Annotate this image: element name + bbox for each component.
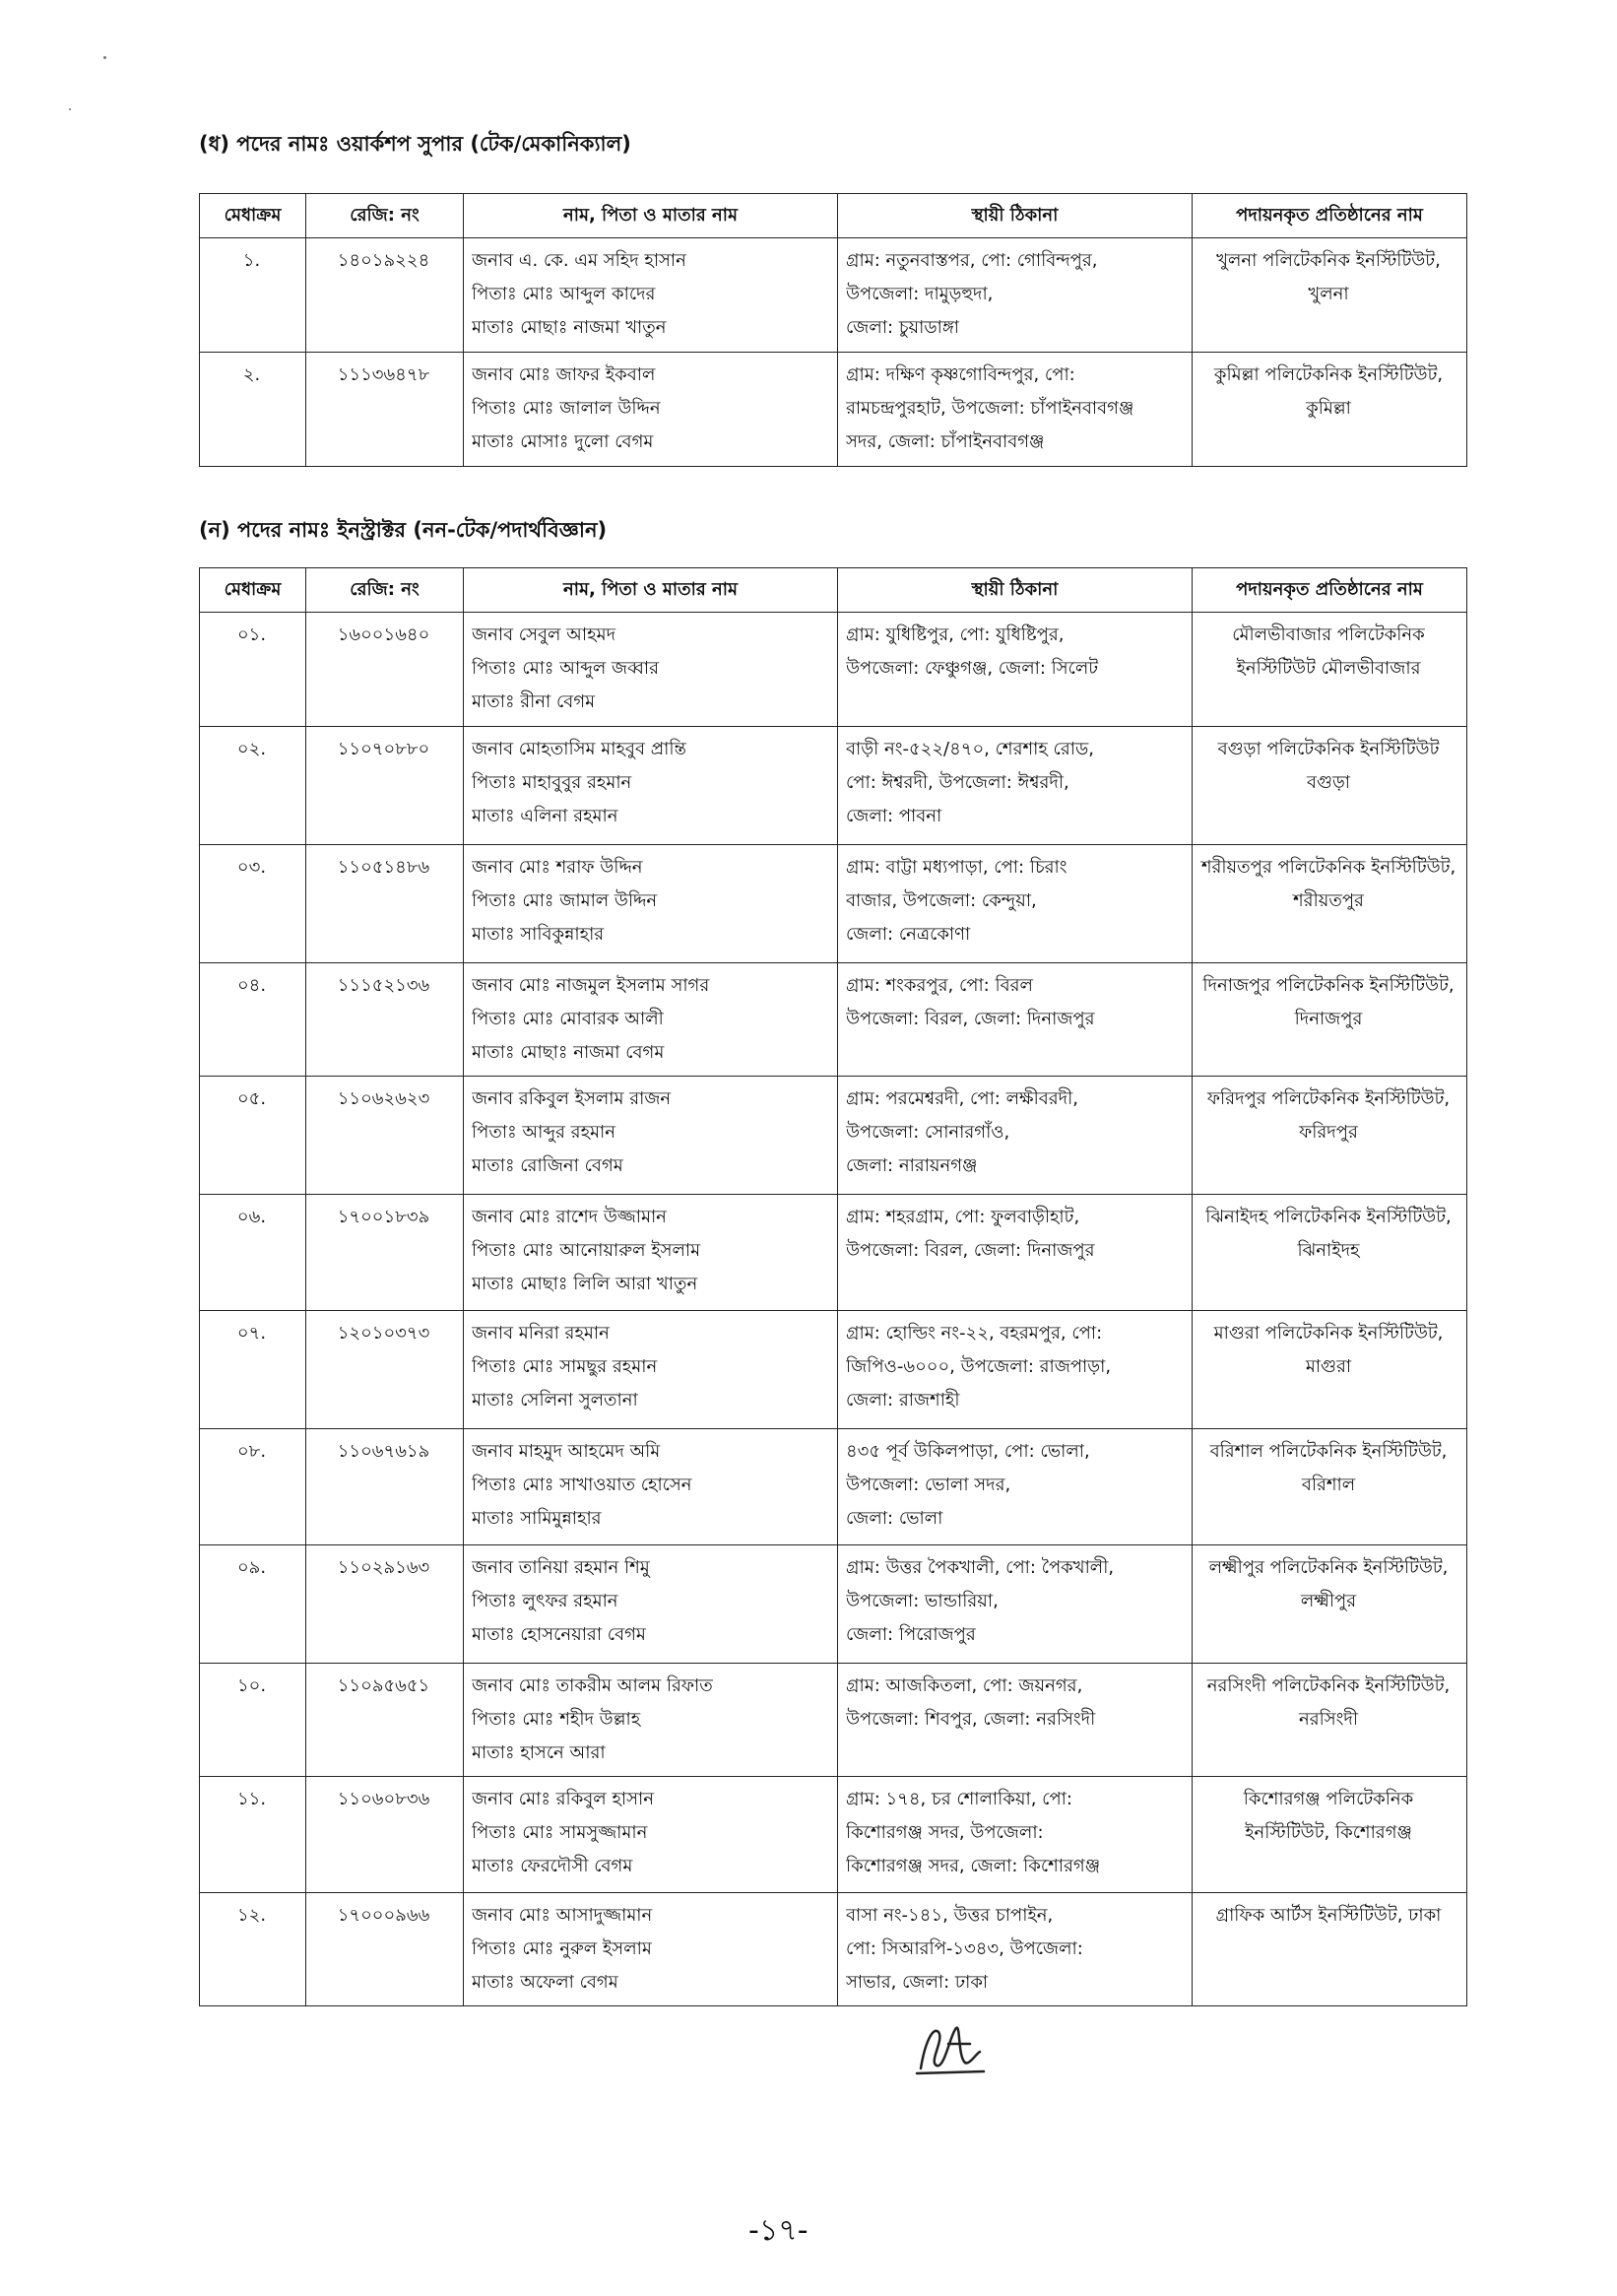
mother-name: মাতাঃ মোসাঃ দুলো বেগম [472,431,654,452]
address-line: কিশোরগঞ্জ সদর, জেলা: কিশোরগঞ্জ [846,1856,1101,1876]
address-line: পো: ঈশ্বরদী, উপজেলা: ঈশ্বরদী, [846,772,1069,793]
reg-no-cell: ১৭০০১৮৩৯ [306,1195,464,1311]
section-title-instructor: (ন) পদের নামঃ ইনস্ট্রাক্টর (নন-টেক/পদার্থবিজ্ঞান) [199,518,608,542]
name-cell [464,963,838,1077]
table-row [200,1545,1467,1664]
table-header-row [200,194,1467,238]
address-line: জেলা: চুয়াডাঙ্গা [846,317,959,338]
mother-name: মাতাঃ মোছাঃ নাজমা খাতুন [472,317,667,338]
mother-name: মাতাঃ রোজিনা বেগম [472,1155,623,1176]
institute-name: খুলনা পলিটেকনিক ইনস্টিটিউট, খুলনা [1216,250,1441,304]
address-line: গ্রাম: যুধিষ্টিপুর, পো: যুধিষ্টিপুর, [846,624,1065,645]
address-line: রামচন্দ্রপুরহাট, উপজেলা: চাঁপাইনবাবগঞ্জ [846,398,1134,419]
address-cell [838,1195,1193,1311]
address-line: বাসা নং-১৪১, উত্তর চাপাইন, [846,1905,1054,1926]
institute-name: মাগুরা পলিটেকনিক ইনস্টিটিউট, মাগুরা [1213,1323,1444,1377]
header-merit: মেধাক্রম [200,568,306,613]
name-cell [464,613,838,727]
reg-no-cell: ১২০১০৩৭৩ [306,1311,464,1429]
candidate-name: জনাব এ. কে. এম সহিদ হাসান [472,250,686,271]
father-name: পিতাঃ মোঃ নুরুল ইসলাম [472,1938,652,1959]
address-cell [838,1429,1193,1545]
candidate-name: জনাব মোঃ আসাদুজ্জামান [472,1905,653,1926]
merit-cell: ০২. [200,727,306,845]
address-cell [838,727,1193,845]
father-name: পিতাঃ মোঃ সাখাওয়াত হোসেন [472,1475,692,1495]
address-cell [838,1545,1193,1664]
reg-no-cell: ১৪০১৯২২৪ [306,238,464,353]
father-name: পিতাঃ মোঃ মোবারক আলী [472,1009,664,1029]
section-title-workshop-super: (ধ) পদের নামঃ ওয়ার্কশপ সুপার (টেক/মেকানিক্যাল) [199,132,631,156]
address-cell [838,1664,1193,1777]
address-line: গ্রাম: শহরগ্রাম, পো: ফুলবাড়ীহাট, [846,1207,1080,1227]
reg-no-cell: ১৭০০০৯৬৬ [306,1893,464,2006]
table-header-row [200,568,1467,613]
instructor-table [199,567,1467,2006]
father-name: পিতাঃ লুৎফর রহমান [472,1591,618,1611]
father-name: পিতাঃ মোঃ জালাল উদ্দিন [472,398,661,419]
father-name: পিতাঃ মোঃ আব্দুল জব্বার [472,658,660,679]
address-line: উপজেলা: বিরল, জেলা: দিনাজপুর [846,1009,1095,1029]
address-line: উপজেলা: বিরল, জেলা: দিনাজপুর [846,1240,1095,1261]
table-row [200,1195,1467,1311]
table-row [200,353,1467,467]
header-institute: পদায়নকৃত প্রতিষ্ঠানের নাম [1193,194,1467,238]
institute-name: নরসিংদী পলিটেকনিক ইনস্টিটিউট, নরসিংদী [1206,1675,1451,1730]
table-row [200,1664,1467,1777]
table-row [200,845,1467,963]
address-line: জেলা: নেত্রকোণা [846,924,971,945]
merit-cell: ১০. [200,1664,306,1777]
address-line: গ্রাম: আজকিতলা, পো: জয়নগর, [846,1675,1083,1696]
reg-no-cell: ১৬০০১৬৪০ [306,613,464,727]
name-cell [464,845,838,963]
table-row [200,727,1467,845]
name-cell [464,1545,838,1664]
candidate-name: জনাব মোঃ জাফর ইকবাল [472,364,656,385]
address-line: উপজেলা: ভান্ডারিয়া, [846,1591,999,1611]
institute-name: বরিশাল পলিটেকনিক ইনস্টিটিউট, বরিশাল [1209,1441,1448,1495]
institute-cell [1193,238,1467,353]
reg-no-cell: ১১০৭০৮৮০ [306,727,464,845]
table-row [200,613,1467,727]
candidate-name: জনাব মোঃ তাকরীম আলম রিফাত [472,1675,713,1696]
mother-name: মাতাঃ এলিনা রহমান [472,806,618,826]
address-line: উপজেলা: ভোলা সদর, [846,1475,1011,1495]
mother-name: মাতাঃ মোছাঃ নাজমা বেগম [472,1042,665,1063]
address-line: জেলা: রাজশাহী [846,1390,960,1410]
address-cell [838,845,1193,963]
name-cell [464,727,838,845]
address-cell [838,1077,1193,1195]
name-cell [464,1311,838,1429]
address-line: গ্রাম: বাট্টা মধ্যপাড়া, পো: চিরাং [846,857,1067,878]
address-line: গ্রাম: উত্তর পৈকখালী, পো: পৈকখালী, [846,1557,1115,1578]
reg-no-cell: ১১০৫১৪৮৬ [306,845,464,963]
name-cell [464,1077,838,1195]
name-cell [464,1777,838,1893]
header-address: স্থায়ী ঠিকানা [838,194,1193,238]
address-line: গ্রাম: নতুনবাস্তপর, পো: গোবিন্দপুর, [846,250,1098,271]
address-line: উপজেলা: ফেঞ্চুগঞ্জ, জেলা: সিলেট [846,658,1099,679]
scan-speck [69,108,71,110]
candidate-name: জনাব মোঃ রকিবুল হাসান [472,1789,654,1809]
address-line: বাজার, উপজেলা: কেন্দুয়া, [846,890,1037,911]
father-name: পিতাঃ মোঃ জামাল উদ্দিন [472,890,658,911]
mother-name: মাতাঃ সেলিনা সুলতানা [472,1390,638,1410]
name-cell [464,1429,838,1545]
table-row [200,1311,1467,1429]
institute-cell [1193,1195,1467,1311]
candidate-name: জনাব মোঃ নাজমুল ইসলাম সাগর [472,975,710,996]
address-line: উপজেলা: দামুড়হুদা, [846,284,994,304]
father-name: পিতাঃ মোঃ আব্দুল কাদের [472,284,656,304]
merit-cell: ১. [200,238,306,353]
name-cell [464,1195,838,1311]
name-cell [464,353,838,467]
name-cell [464,1893,838,2006]
candidate-name: জনাব মাহমুদ আহমেদ অমি [472,1441,661,1462]
institute-name: গ্রাফিক আর্টস ইনস্টিটিউট, ঢাকা [1215,1905,1442,1926]
institute-name: মৌলভীবাজার পলিটেকনিক ইনস্টিটিউট মৌলভীবাজার [1232,624,1425,679]
mother-name: মাতাঃ হোসনেয়ারা বেগম [472,1624,646,1645]
father-name: পিতাঃ আব্দুর রহমান [472,1122,615,1143]
header-reg-no: রেজি: নং [306,568,464,613]
mother-name: মাতাঃ সাবিকুন্নাহার [472,924,605,945]
institute-cell [1193,1777,1467,1893]
address-cell [838,963,1193,1077]
reg-no-cell: ১১০২৯১৬৩ [306,1545,464,1664]
table-row [200,1777,1467,1893]
page-number: -১৭- [748,2213,808,2248]
address-line: গ্রাম: হোল্ডিং নং-২২, বহরমপুর, পো: [846,1323,1103,1344]
institute-name: ঝিনাইদহ পলিটেকনিক ইনস্টিটিউট, ঝিনাইদহ [1205,1207,1452,1261]
address-line: জেলা: পাবনা [846,806,942,826]
institute-cell [1193,1077,1467,1195]
institute-name: বগুড়া পলিটেকনিক ইনস্টিটিউট বগুড়া [1217,739,1440,793]
scan-speck [103,56,106,59]
merit-cell: ১১. [200,1777,306,1893]
merit-cell: ০১. [200,613,306,727]
reg-no-cell: ১১১৩৬৪৭৮ [306,353,464,467]
merit-cell: ০৫. [200,1077,306,1195]
merit-cell: ২. [200,353,306,467]
institute-cell [1193,727,1467,845]
father-name: পিতাঃ মোঃ শহীদ উল্লাহ [472,1709,641,1730]
mother-name: মাতাঃ অফেলা বেগম [472,1972,618,1993]
address-cell [838,353,1193,467]
address-cell [838,1777,1193,1893]
address-cell [838,1311,1193,1429]
institute-name: কুমিল্লা পলিটেকনিক ইনস্টিটিউট, কুমিল্লা [1213,364,1444,419]
candidate-name: জনাব মনিরা রহমান [472,1323,610,1344]
candidate-name: জনাব মোঃ শরাফ উদ্দিন [472,857,643,878]
header-address: স্থায়ী ঠিকানা [838,568,1193,613]
name-cell [464,238,838,353]
father-name: পিতাঃ মোঃ সামছুর রহমান [472,1356,658,1377]
header-name: নাম, পিতা ও মাতার নাম [464,568,838,613]
address-line: উপজেলা: সোনারগাঁও, [846,1122,1010,1143]
candidate-name: জনাব মোহতাসিম মাহবুব প্রান্তি [472,739,686,759]
mother-name: মাতাঃ সামিমুন্নাহার [472,1508,602,1529]
institute-cell [1193,845,1467,963]
header-merit: মেধাক্রম [200,194,306,238]
table-row [200,238,1467,353]
address-cell [838,238,1193,353]
merit-cell: ০৯. [200,1545,306,1664]
name-cell [464,1664,838,1777]
institute-name: কিশোরগঞ্জ পলিটেকনিক ইনস্টিটিউট, কিশোরগঞ্জ [1243,1789,1414,1843]
candidate-name: জনাব সেবুল আহমদ [472,624,616,645]
address-line: ৪৩৫ পূর্ব উকিলপাড়া, পো: ভোলা, [846,1441,1090,1462]
table-row [200,1893,1467,2006]
institute-cell [1193,1664,1467,1777]
header-name: নাম, পিতা ও মাতার নাম [464,194,838,238]
address-cell [838,1893,1193,2006]
address-line: বাড়ী নং-৫২২/৪৭০, শেরশাহ রোড, [846,739,1094,759]
mother-name: মাতাঃ হাসনে আরা [472,1742,606,1763]
address-cell [838,613,1193,727]
candidate-name: জনাব রকিবুল ইসলাম রাজন [472,1088,672,1109]
merit-cell: ০৭. [200,1311,306,1429]
table-row [200,1429,1467,1545]
institute-name: শরীয়তপুর পলিটেকনিক ইনস্টিটিউট, শরীয়তপুর [1200,857,1456,911]
address-line: জিপিও-৬০০০, উপজেলা: রাজপাড়া, [846,1356,1112,1377]
reg-no-cell: ১১০৯৫৬৫১ [306,1664,464,1777]
merit-cell: ০৬. [200,1195,306,1311]
workshop-super-table [199,193,1467,467]
address-line: জেলা: পিরোজপুর [846,1624,976,1645]
address-line: কিশোরগঞ্জ সদর, উপজেলা: [846,1822,1044,1843]
candidate-name: জনাব তানিয়া রহমান শিমু [472,1557,650,1578]
father-name: পিতাঃ মোঃ সামসুজ্জামান [472,1822,648,1843]
reg-no-cell: ১১১৫২১৩৬ [306,963,464,1077]
address-line: জেলা: নারায়নগঞ্জ [846,1155,978,1176]
institute-name: ফরিদপুর পলিটেকনিক ইনস্টিটিউট, ফরিদপুর [1206,1088,1451,1143]
merit-cell: ০৩. [200,845,306,963]
address-line: সদর, জেলা: চাঁপাইনবাবগঞ্জ [846,431,1045,452]
institute-cell [1193,353,1467,467]
institute-cell [1193,1545,1467,1664]
father-name: পিতাঃ মোঃ আনোয়ারুল ইসলাম [472,1240,701,1261]
father-name: পিতাঃ মাহাবুবুর রহমান [472,772,632,793]
mother-name: মাতাঃ ফেরদৌসী বেগম [472,1856,633,1876]
mother-name: মাতাঃ মোছাঃ লিলি আরা খাতুন [472,1274,698,1294]
header-institute: পদায়নকৃত প্রতিষ্ঠানের নাম [1193,568,1467,613]
reg-no-cell: ১১০৬৭৬১৯ [306,1429,464,1545]
merit-cell: ০৮. [200,1429,306,1545]
institute-cell [1193,1429,1467,1545]
institute-cell [1193,1311,1467,1429]
address-line: জেলা: ভোলা [846,1508,943,1529]
address-line: সাভার, জেলা: ঢাকা [846,1972,989,1993]
table-row [200,963,1467,1077]
reg-no-cell: ১১০৬২৬২৩ [306,1077,464,1195]
reg-no-cell: ১১০৬০৮৩৬ [306,1777,464,1893]
merit-cell: ১২. [200,1893,306,2006]
address-line: উপজেলা: শিবপুর, জেলা: নরসিংদী [846,1709,1096,1730]
institute-name: লক্ষ্মীপুর পলিটেকনিক ইনস্টিটিউট, লক্ষ্মীপুর [1208,1557,1449,1611]
candidate-name: জনাব মোঃ রাশেদ উজ্জামান [472,1207,667,1227]
address-line: গ্রাম: ১৭৪, চর শোলাকিয়া, পো: [846,1789,1072,1809]
table-row [200,1077,1467,1195]
merit-cell: ০৪. [200,963,306,1077]
institute-name: দিনাজপুর পলিটেকনিক ইনস্টিটিউট, দিনাজপুর [1202,975,1455,1029]
address-line: গ্রাম: পরমেশ্বরদী, পো: লক্ষীবরদী, [846,1088,1078,1109]
header-reg-no: রেজি: নং [306,194,464,238]
address-line: পো: সিআরপি-১৩৪৩, উপজেলা: [846,1938,1083,1959]
mother-name: মাতাঃ রীনা বেগম [472,691,596,712]
address-line: গ্রাম: দক্ষিণ কৃষ্ণগোবিন্দপুর, পো: [846,364,1075,385]
institute-cell [1193,963,1467,1077]
signature [911,2014,990,2083]
address-line: গ্রাম: শংকরপুর, পো: বিরল [846,975,1033,996]
institute-cell [1193,1893,1467,2006]
institute-cell [1193,613,1467,727]
